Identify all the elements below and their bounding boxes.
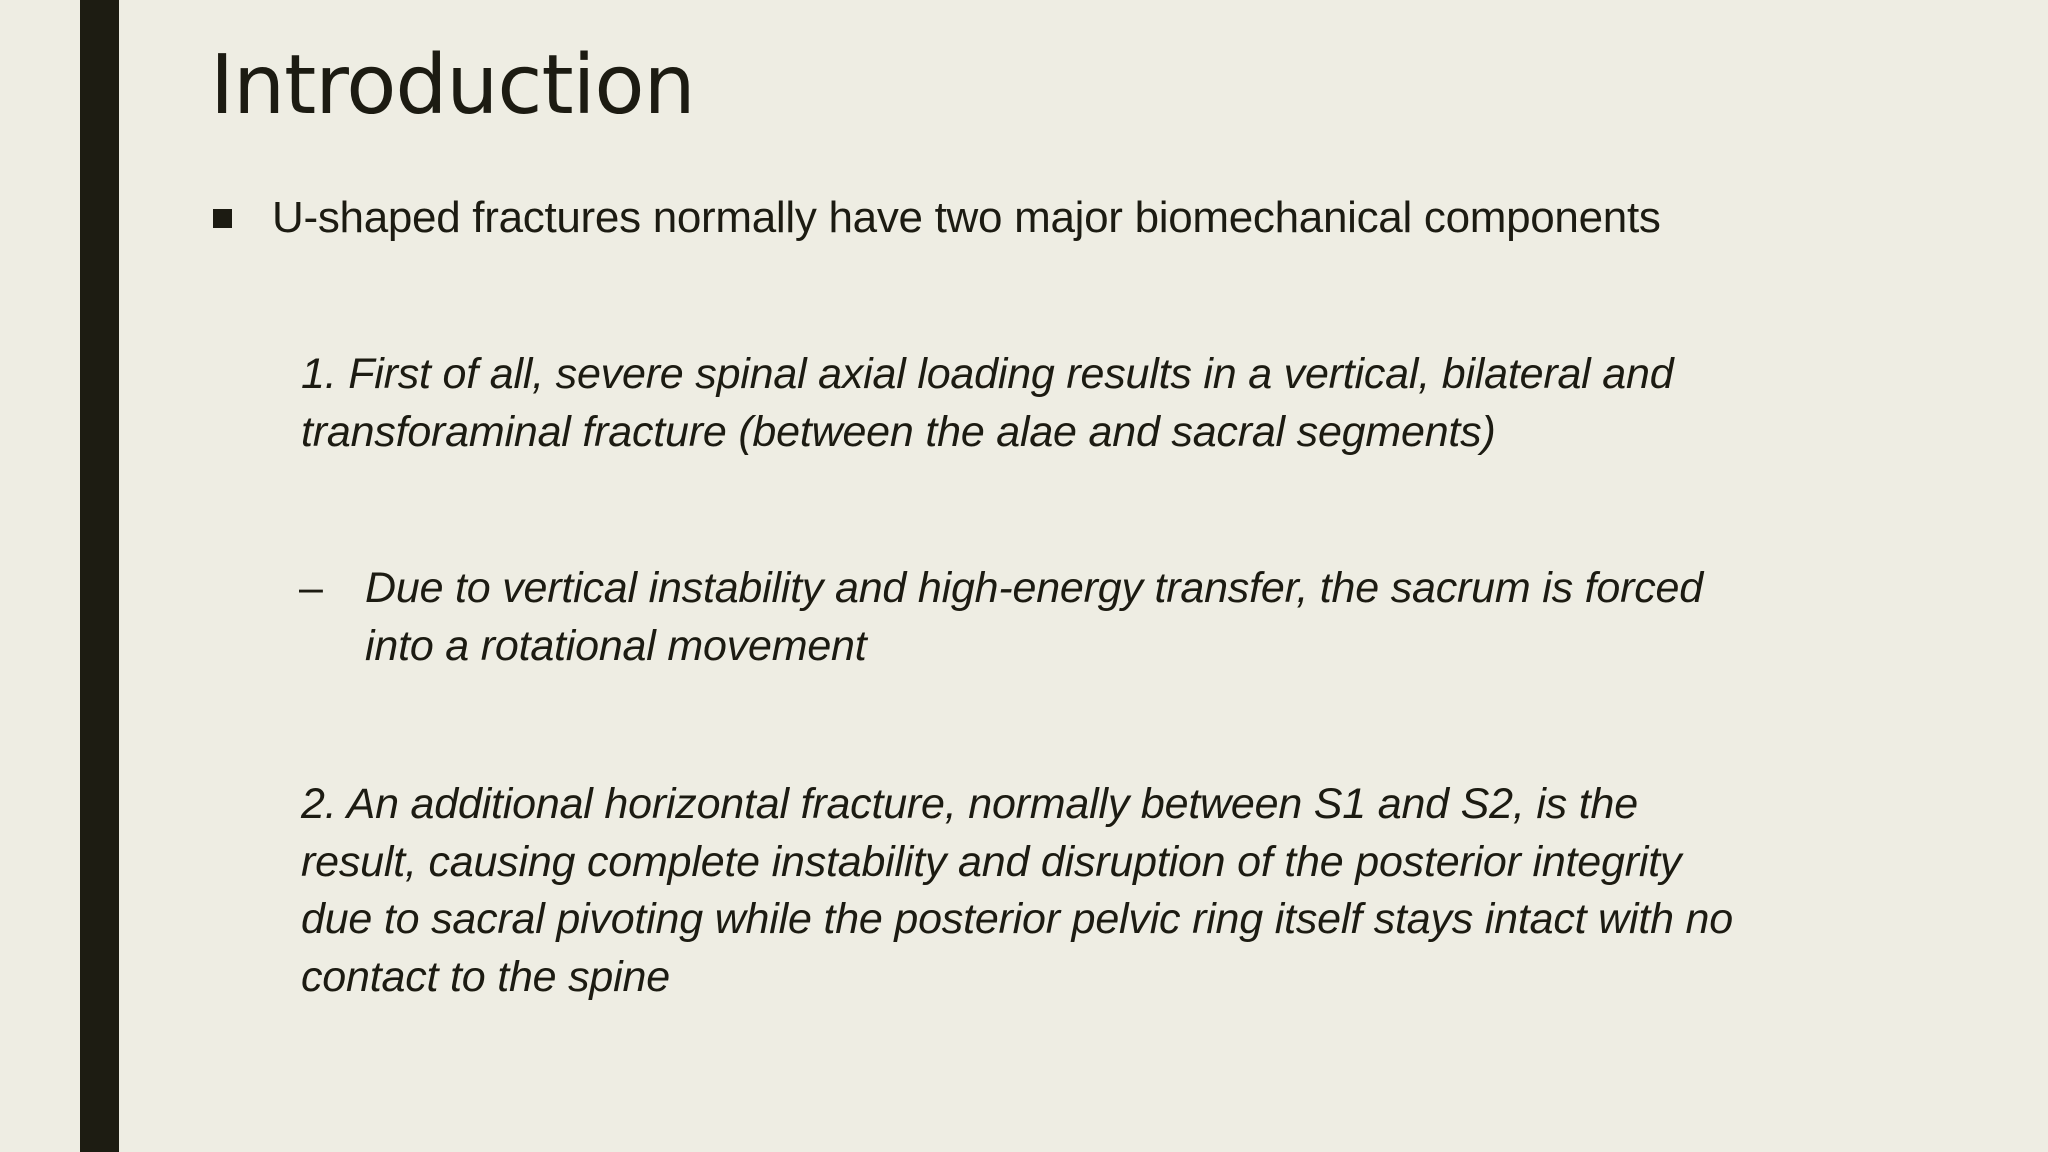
numbered-item-2-line-3: due to sacral pivoting while the posterior pelvic ring itself stays intact with no bbox=[301, 895, 1733, 943]
numbered-item-2-line-4: contact to the spine bbox=[301, 952, 670, 1001]
main-bullet bbox=[213, 190, 1661, 246]
dash-sub-bullet-text bbox=[365, 560, 1703, 675]
slide-title: Introduction bbox=[210, 38, 695, 133]
dash-sub-bullet-line-1: Due to vertical instability and high-energy transfer, the sacrum is forced bbox=[365, 564, 1703, 612]
numbered-item-2-line-1: 2. An additional horizontal fracture, normally between S1 and S2, is the bbox=[301, 780, 1638, 828]
numbered-item-1-line-1: 1. First of all, severe spinal axial loading results in a vertical, bilateral and bbox=[301, 350, 1674, 398]
numbered-item-2 bbox=[301, 776, 1931, 1006]
numbered-item-1-line-2: transforaminal fracture (between the alae and sacral segments) bbox=[301, 407, 1496, 456]
numbered-item-1 bbox=[301, 346, 1931, 461]
dash-sub-bullet bbox=[299, 560, 1703, 675]
left-accent-bar bbox=[80, 0, 119, 1152]
numbered-item-2-line-2: result, causing complete instability and disruption of the posterior integrity bbox=[301, 837, 1682, 886]
dash-bullet-icon: – bbox=[299, 564, 323, 612]
square-bullet-icon bbox=[213, 209, 232, 228]
main-bullet-text: U-shaped fractures normally have two major biomechanical components bbox=[272, 193, 1661, 242]
dash-sub-bullet-line-2: into a rotational movement bbox=[365, 621, 867, 670]
